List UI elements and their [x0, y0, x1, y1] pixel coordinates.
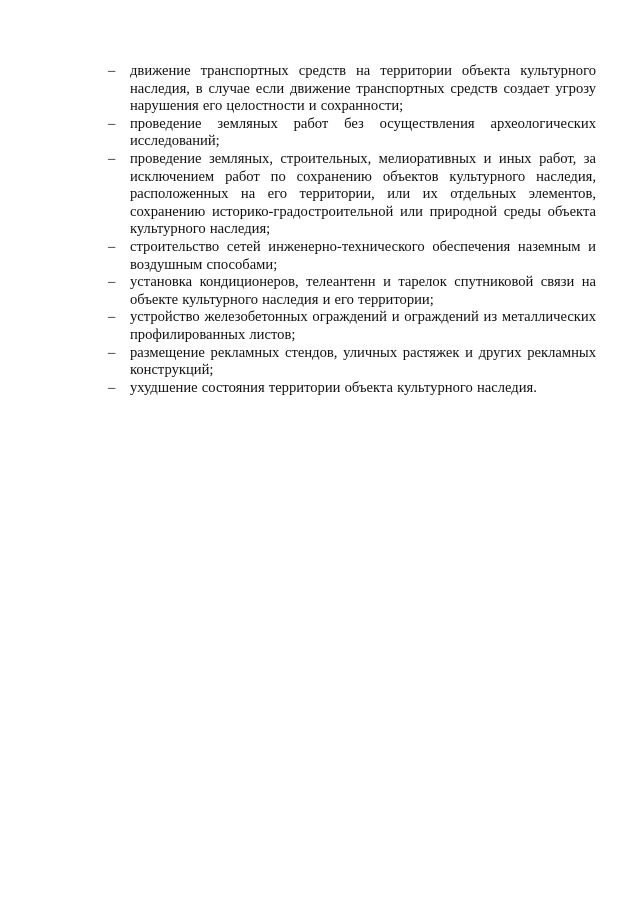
- prohibitions-list: [108, 63, 596, 397]
- list-item-text: устройство железобетонных ограждений и ограждений из металлических профилированных листов;: [130, 309, 596, 343]
- list-bullet: –: [108, 274, 116, 291]
- list-item-text: проведение земляных работ без осуществления археологических исследований;: [130, 115, 596, 150]
- list-item-text: установка кондиционеров, телеантенн и тарелок спутниковой связи на объекте культурного наследия и его территории;: [130, 274, 596, 308]
- list-bullet: –: [108, 379, 116, 396]
- list-bullet: –: [108, 63, 116, 79]
- list-item-text: проведение земляных, строительных, мелиоративных и иных работ, за исключением работ по сохранению объектов культурного наследия, расположенных на его территории, или их отдельных элементов, сохранению историко-градостроительной или природной среды объекта культурного наследия;: [130, 150, 596, 238]
- list-item: [108, 380, 596, 398]
- list-item: [108, 309, 596, 344]
- list-item: [108, 63, 596, 116]
- list-item: [108, 345, 596, 380]
- list-item-text: движение транспортных средств на территории объекта культурного наследия, в случае если движение транспортных средств создает угрозу нарушения его целостности и сохранности;: [130, 63, 596, 115]
- list-item: [108, 239, 596, 274]
- list-item: [108, 274, 596, 309]
- list-bullet: –: [108, 238, 116, 255]
- list-item: [108, 116, 596, 151]
- list-bullet: –: [108, 115, 116, 132]
- list-item-text: ухудшение состояния территории объекта культурного наследия.: [130, 379, 537, 396]
- list-bullet: –: [108, 150, 116, 167]
- list-item: [108, 151, 596, 239]
- list-item-text: размещение рекламных стендов, уличных растяжек и других рекламных конструкций;: [130, 344, 596, 379]
- list-bullet: –: [108, 309, 116, 326]
- list-item-text: строительство сетей инженерно-технического обеспечения наземным и воздушным способами;: [130, 238, 596, 273]
- list-bullet: –: [108, 344, 116, 361]
